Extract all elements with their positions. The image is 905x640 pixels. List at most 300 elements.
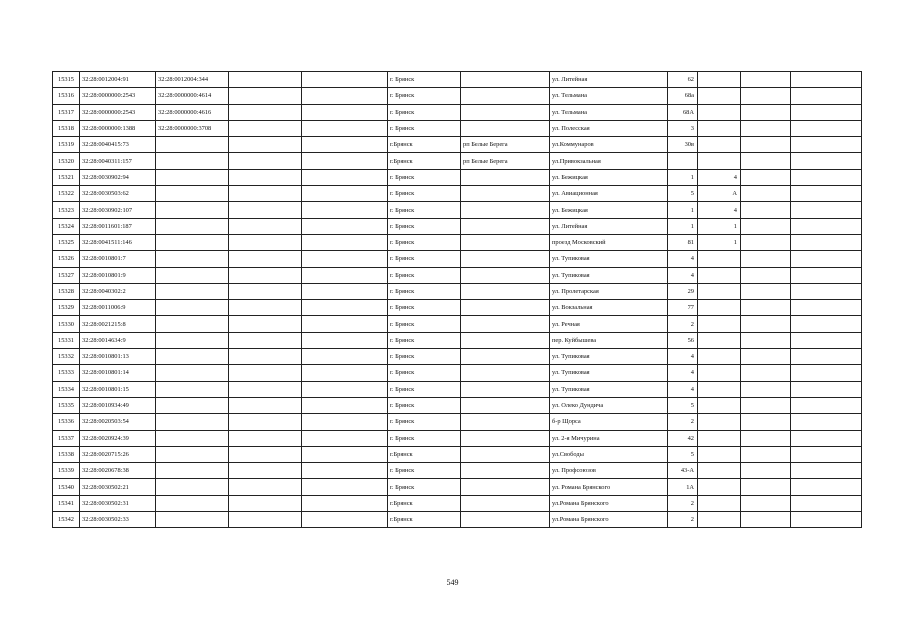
cell-parent-cadastral-number [156, 202, 229, 218]
cell-record-number: 15326 [53, 251, 80, 267]
cell-extra [741, 397, 791, 413]
cell-city: г. Брянск [388, 251, 461, 267]
cell-cadastral-number: 32:28:0010801:14 [80, 365, 156, 381]
cell-cadastral-number: 32:28:0030902:107 [80, 202, 156, 218]
cell-house-number: 4 [668, 349, 698, 365]
cell-street: ул. Речная [550, 316, 668, 332]
cell-empty [229, 88, 302, 104]
cell-empty [302, 88, 388, 104]
cell-extra [741, 251, 791, 267]
cell-record-number: 15321 [53, 169, 80, 185]
cell-house-number: 68а [668, 88, 698, 104]
cell-record-number: 15341 [53, 495, 80, 511]
cell-house-number: 1 [668, 169, 698, 185]
cell-city: г. Брянск [388, 267, 461, 283]
cell-parent-cadastral-number [156, 414, 229, 430]
cell-city: г.Брянск [388, 446, 461, 462]
cell-city: г. Брянск [388, 463, 461, 479]
cell-settlement [461, 202, 550, 218]
cell-house-number: 77 [668, 300, 698, 316]
cell-empty [302, 234, 388, 250]
cell-record-number: 15323 [53, 202, 80, 218]
cell-street: ул. Тельмана [550, 104, 668, 120]
cell-street: ул.Романа Брянского [550, 512, 668, 528]
cell-record-number: 15317 [53, 104, 80, 120]
cell-extra [741, 349, 791, 365]
cell-empty [302, 365, 388, 381]
cell-extra [791, 414, 862, 430]
cell-building-number [698, 512, 741, 528]
cell-cadastral-number: 32:28:0000000:2543 [80, 88, 156, 104]
cell-cadastral-number: 32:28:0000000:1388 [80, 120, 156, 136]
table-row [53, 495, 862, 511]
cell-street: б-р Щорса [550, 414, 668, 430]
cell-house-number: 4 [668, 267, 698, 283]
cell-building-number [698, 463, 741, 479]
cell-cadastral-number: 32:28:0020678:38 [80, 463, 156, 479]
cell-extra [741, 316, 791, 332]
cell-empty [302, 186, 388, 202]
cell-cadastral-number: 32:28:0041511:146 [80, 234, 156, 250]
table-body [53, 72, 862, 528]
cell-empty [302, 512, 388, 528]
cell-street: ул. Романа Брянского [550, 479, 668, 495]
cell-street: ул. Авиационная [550, 186, 668, 202]
cell-extra [741, 430, 791, 446]
cell-empty [302, 463, 388, 479]
cell-settlement [461, 512, 550, 528]
cell-extra [791, 186, 862, 202]
cell-parent-cadastral-number [156, 446, 229, 462]
cell-parent-cadastral-number [156, 169, 229, 185]
cell-empty [229, 169, 302, 185]
cell-building-number [698, 267, 741, 283]
cell-building-number [698, 430, 741, 446]
cell-house-number: 62 [668, 72, 698, 88]
cell-extra [741, 479, 791, 495]
table-row [53, 365, 862, 381]
cell-city: г. Брянск [388, 72, 461, 88]
cell-settlement [461, 72, 550, 88]
table-row [53, 430, 862, 446]
cell-extra [791, 120, 862, 136]
cell-house-number: 56 [668, 332, 698, 348]
cell-cadastral-number: 32:28:0010801:15 [80, 381, 156, 397]
cell-building-number [698, 137, 741, 153]
cell-settlement [461, 495, 550, 511]
cell-settlement [461, 365, 550, 381]
cell-cadastral-number: 32:28:0011601:187 [80, 218, 156, 234]
cell-settlement [461, 349, 550, 365]
cell-house-number: 1А [668, 479, 698, 495]
cell-extra [791, 446, 862, 462]
cell-extra [791, 153, 862, 169]
cell-record-number: 15318 [53, 120, 80, 136]
cell-house-number: 1 [668, 218, 698, 234]
cell-extra [791, 365, 862, 381]
cell-settlement [461, 88, 550, 104]
page-number: 549 [446, 578, 459, 587]
cell-parent-cadastral-number [156, 283, 229, 299]
cell-street: ул. Пролетарская [550, 283, 668, 299]
cell-extra [741, 495, 791, 511]
cell-street: ул. Бежицкая [550, 202, 668, 218]
cell-house-number: 30в [668, 137, 698, 153]
cell-extra [791, 218, 862, 234]
cell-empty [229, 186, 302, 202]
cell-empty [302, 430, 388, 446]
table-row [53, 414, 862, 430]
cell-house-number: 42 [668, 430, 698, 446]
cell-city: г. Брянск [388, 218, 461, 234]
cell-settlement [461, 283, 550, 299]
cell-settlement [461, 463, 550, 479]
cell-building-number [698, 397, 741, 413]
cell-extra [741, 300, 791, 316]
cell-empty [302, 267, 388, 283]
cell-parent-cadastral-number: 32:28:0000000:4614 [156, 88, 229, 104]
cell-street: ул.Коммунаров [550, 137, 668, 153]
cell-extra [741, 283, 791, 299]
cell-record-number: 15332 [53, 349, 80, 365]
cell-empty [229, 251, 302, 267]
cell-empty [302, 169, 388, 185]
cell-city: г. Брянск [388, 365, 461, 381]
table-row [53, 88, 862, 104]
cell-cadastral-number: 32:28:0011006:9 [80, 300, 156, 316]
cell-settlement [461, 267, 550, 283]
cell-parent-cadastral-number [156, 495, 229, 511]
cell-empty [229, 300, 302, 316]
cell-extra [791, 104, 862, 120]
cell-extra [741, 267, 791, 283]
table-row [53, 153, 862, 169]
table-row [53, 332, 862, 348]
cell-city: г. Брянск [388, 186, 461, 202]
cell-cadastral-number: 32:28:0040302:2 [80, 283, 156, 299]
cell-extra [791, 381, 862, 397]
cell-record-number: 15320 [53, 153, 80, 169]
cell-street: ул. Тупиковая [550, 381, 668, 397]
cell-house-number: 2 [668, 495, 698, 511]
cell-building-number [698, 446, 741, 462]
cell-empty [229, 316, 302, 332]
cell-empty [302, 300, 388, 316]
cell-building-number [698, 332, 741, 348]
cell-building-number [698, 104, 741, 120]
cell-empty [302, 316, 388, 332]
cell-building-number [698, 300, 741, 316]
cell-extra [741, 202, 791, 218]
cell-cadastral-number: 32:28:0020503:54 [80, 414, 156, 430]
cell-cadastral-number: 32:28:0010801:7 [80, 251, 156, 267]
cell-house-number: 81 [668, 234, 698, 250]
cell-empty [302, 381, 388, 397]
cell-cadastral-number: 32:28:0010801:9 [80, 267, 156, 283]
cell-empty [302, 120, 388, 136]
cell-building-number [698, 479, 741, 495]
cell-cadastral-number: 32:28:0012004:91 [80, 72, 156, 88]
cell-extra [741, 169, 791, 185]
cell-extra [791, 88, 862, 104]
cell-record-number: 15329 [53, 300, 80, 316]
cell-empty [302, 446, 388, 462]
cell-house-number: 4 [668, 381, 698, 397]
cell-extra [741, 381, 791, 397]
cell-record-number: 15342 [53, 512, 80, 528]
table-row [53, 120, 862, 136]
cell-street: ул. 2-я Мичурина [550, 430, 668, 446]
cell-empty [229, 397, 302, 413]
cell-settlement [461, 234, 550, 250]
cell-empty [302, 202, 388, 218]
cell-settlement [461, 381, 550, 397]
cell-extra [791, 397, 862, 413]
cell-extra [791, 495, 862, 511]
cell-house-number: 1 [668, 202, 698, 218]
cell-extra [791, 300, 862, 316]
cell-house-number: 5 [668, 186, 698, 202]
cell-street: ул. Тельмана [550, 88, 668, 104]
cell-street: ул.Свободы [550, 446, 668, 462]
cell-extra [791, 479, 862, 495]
cell-empty [302, 495, 388, 511]
cell-street: ул.Привокзальная [550, 153, 668, 169]
table-row [53, 169, 862, 185]
cell-parent-cadastral-number [156, 332, 229, 348]
cell-city: г. Брянск [388, 332, 461, 348]
cell-empty [302, 104, 388, 120]
table-row [53, 512, 862, 528]
cell-empty [302, 218, 388, 234]
table-row [53, 300, 862, 316]
cell-parent-cadastral-number [156, 300, 229, 316]
cell-empty [229, 283, 302, 299]
cell-building-number [698, 381, 741, 397]
cell-empty [229, 365, 302, 381]
cell-city: г. Брянск [388, 414, 461, 430]
cell-parent-cadastral-number [156, 251, 229, 267]
cell-city: г.Брянск [388, 495, 461, 511]
cell-building-number: 4 [698, 202, 741, 218]
cell-parent-cadastral-number [156, 186, 229, 202]
table-row [53, 381, 862, 397]
cell-city: г. Брянск [388, 88, 461, 104]
cell-record-number: 15324 [53, 218, 80, 234]
cell-record-number: 15327 [53, 267, 80, 283]
cell-cadastral-number: 32:28:0040311:157 [80, 153, 156, 169]
cell-cadastral-number: 32:28:0030502:21 [80, 479, 156, 495]
cell-house-number: 2 [668, 414, 698, 430]
cell-settlement [461, 430, 550, 446]
cell-empty [302, 397, 388, 413]
cell-settlement [461, 316, 550, 332]
cell-city: г.Брянск [388, 153, 461, 169]
cell-parent-cadastral-number [156, 479, 229, 495]
cell-record-number: 15325 [53, 234, 80, 250]
cell-extra [791, 169, 862, 185]
cell-empty [229, 218, 302, 234]
cell-building-number [698, 120, 741, 136]
cell-house-number: 2 [668, 316, 698, 332]
cell-city: г. Брянск [388, 202, 461, 218]
cell-empty [302, 479, 388, 495]
cell-parent-cadastral-number [156, 430, 229, 446]
cell-settlement [461, 446, 550, 462]
cell-cadastral-number: 32:28:0020924:39 [80, 430, 156, 446]
cell-extra [791, 202, 862, 218]
cell-record-number: 15338 [53, 446, 80, 462]
cell-empty [229, 202, 302, 218]
cell-street: ул. Тупиковая [550, 365, 668, 381]
cell-city: г. Брянск [388, 479, 461, 495]
cell-extra [791, 283, 862, 299]
cell-street: ул. Профсоюзов [550, 463, 668, 479]
cell-empty [229, 332, 302, 348]
cell-empty [302, 414, 388, 430]
cell-building-number [698, 72, 741, 88]
cell-extra [741, 153, 791, 169]
cell-record-number: 15319 [53, 137, 80, 153]
table-row [53, 72, 862, 88]
cell-extra [741, 218, 791, 234]
cell-extra [741, 414, 791, 430]
cell-city: г. Брянск [388, 316, 461, 332]
cell-city: г. Брянск [388, 283, 461, 299]
cell-parent-cadastral-number [156, 267, 229, 283]
table-row [53, 104, 862, 120]
cell-extra [741, 332, 791, 348]
cell-city: г. Брянск [388, 120, 461, 136]
cell-city: г. Брянск [388, 169, 461, 185]
cell-parent-cadastral-number [156, 234, 229, 250]
table-row [53, 267, 862, 283]
cell-empty [229, 479, 302, 495]
cell-empty [229, 267, 302, 283]
cell-settlement: рп Белые Берега [461, 153, 550, 169]
cell-cadastral-number: 32:28:0000000:2543 [80, 104, 156, 120]
table-row [53, 463, 862, 479]
cell-street: пер. Куйбышева [550, 332, 668, 348]
cell-empty [229, 234, 302, 250]
cell-building-number [698, 495, 741, 511]
cell-street: ул. Полесская [550, 120, 668, 136]
cell-settlement [461, 414, 550, 430]
table-row [53, 234, 862, 250]
cell-extra [741, 446, 791, 462]
cell-extra [791, 267, 862, 283]
cell-empty [229, 153, 302, 169]
cell-empty [229, 512, 302, 528]
cell-building-number [698, 365, 741, 381]
cell-parent-cadastral-number [156, 153, 229, 169]
cell-city: г. Брянск [388, 300, 461, 316]
cell-extra [791, 512, 862, 528]
cell-city: г. Брянск [388, 430, 461, 446]
cell-street: ул. Тупиковая [550, 251, 668, 267]
cell-cadastral-number: 32:28:0020715:26 [80, 446, 156, 462]
cell-building-number [698, 283, 741, 299]
cell-extra [791, 251, 862, 267]
cell-extra [791, 137, 862, 153]
cell-empty [229, 349, 302, 365]
table-row [53, 251, 862, 267]
cell-parent-cadastral-number [156, 463, 229, 479]
cell-empty [229, 463, 302, 479]
cell-settlement [461, 120, 550, 136]
cell-building-number [698, 316, 741, 332]
cell-empty [302, 72, 388, 88]
cell-settlement [461, 397, 550, 413]
cell-empty [302, 137, 388, 153]
cell-parent-cadastral-number: 32:28:0012004:344 [156, 72, 229, 88]
cell-record-number: 15340 [53, 479, 80, 495]
cell-house-number: 5 [668, 397, 698, 413]
table-row [53, 349, 862, 365]
cell-parent-cadastral-number [156, 349, 229, 365]
cell-extra [741, 104, 791, 120]
cell-record-number: 15336 [53, 414, 80, 430]
cell-extra [791, 463, 862, 479]
cell-settlement: рп Белые Берега [461, 137, 550, 153]
cell-street: ул. Литейная [550, 218, 668, 234]
cell-cadastral-number: 32:28:0040415:73 [80, 137, 156, 153]
cell-city: г.Брянск [388, 512, 461, 528]
table-row [53, 218, 862, 234]
cell-extra [791, 316, 862, 332]
cell-city: г. Брянск [388, 349, 461, 365]
cell-empty [229, 430, 302, 446]
cell-house-number: 29 [668, 283, 698, 299]
cell-empty [229, 495, 302, 511]
cell-settlement [461, 479, 550, 495]
cell-house-number: 68А [668, 104, 698, 120]
cell-settlement [461, 332, 550, 348]
cell-record-number: 15335 [53, 397, 80, 413]
registry-table [52, 71, 862, 528]
cell-record-number: 15331 [53, 332, 80, 348]
cell-building-number [698, 153, 741, 169]
cell-extra [741, 512, 791, 528]
cell-street: ул. Вокзальная [550, 300, 668, 316]
cell-house-number: 2 [668, 512, 698, 528]
cell-record-number: 15316 [53, 88, 80, 104]
cell-extra [791, 234, 862, 250]
cell-settlement [461, 104, 550, 120]
cell-house-number: 4 [668, 251, 698, 267]
cell-empty [229, 381, 302, 397]
table-row [53, 479, 862, 495]
cell-house-number: 43-А [668, 463, 698, 479]
cell-extra [741, 463, 791, 479]
cell-empty [229, 414, 302, 430]
cell-cadastral-number: 32:28:0010801:13 [80, 349, 156, 365]
cell-cadastral-number: 32:28:0021215:8 [80, 316, 156, 332]
cell-empty [302, 349, 388, 365]
cell-city: г. Брянск [388, 104, 461, 120]
cell-city: г.Брянск [388, 137, 461, 153]
cell-street: ул. Тупиковая [550, 349, 668, 365]
cell-extra [741, 88, 791, 104]
cell-street: ул. Тупиковая [550, 267, 668, 283]
cell-house-number [668, 153, 698, 169]
cell-settlement [461, 186, 550, 202]
cell-cadastral-number: 32:28:0030502:31 [80, 495, 156, 511]
cell-house-number: 4 [668, 365, 698, 381]
cell-building-number: 1 [698, 218, 741, 234]
cell-empty [229, 137, 302, 153]
cell-empty [229, 104, 302, 120]
